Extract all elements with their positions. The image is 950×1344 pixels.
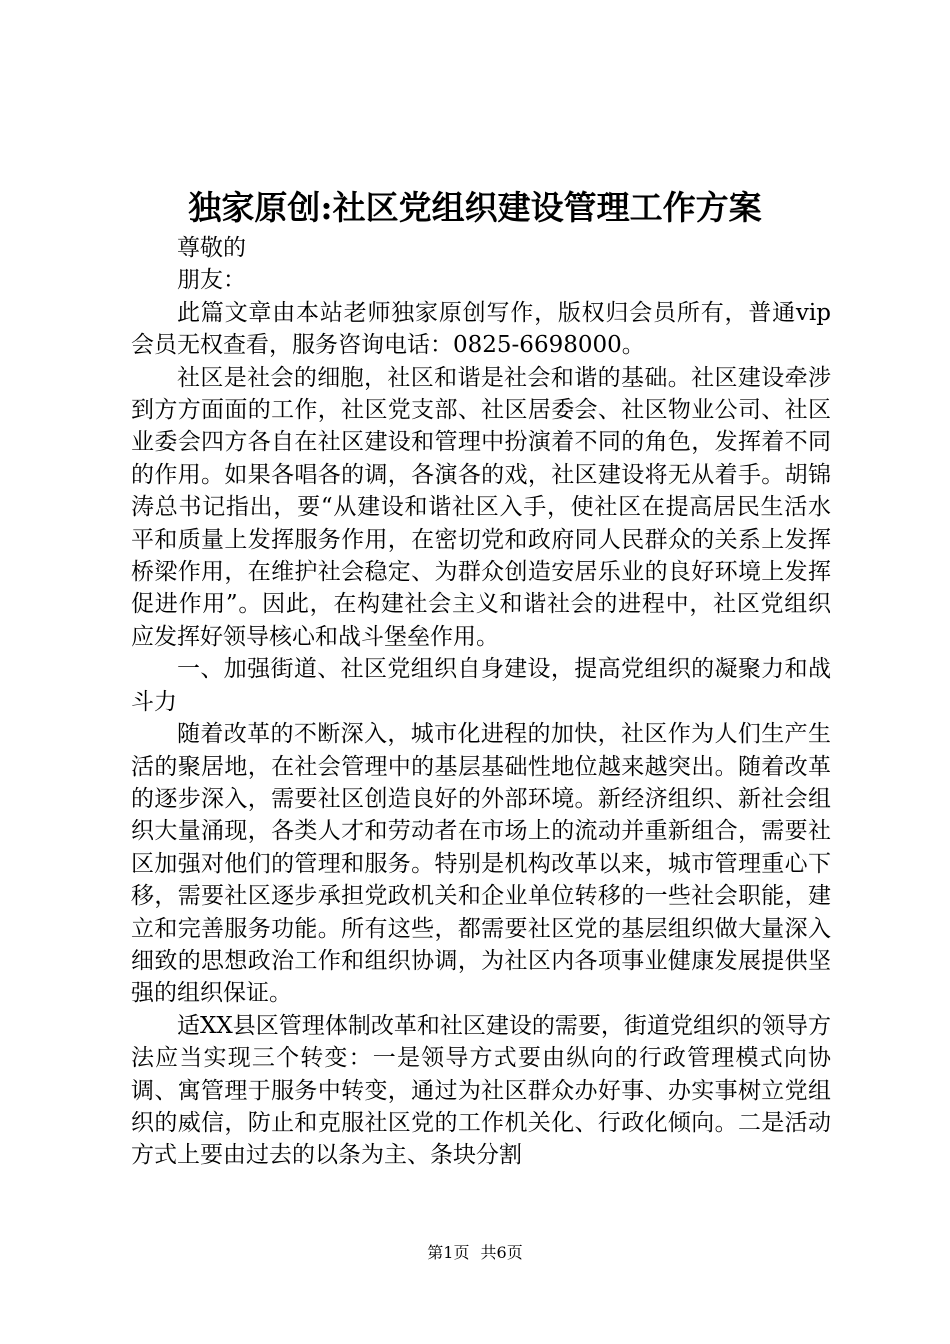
- document-body: [131, 232, 831, 1172]
- paragraph-section-1: 随着改革的不断深入，城市化进程的加快，社区作为人们生产生活的聚居地，在社会管理中的基层基础性地位越来越突出。随着改革的逐步深入，需要社区创造良好的外部环境。新经济组织、新社会组织大量涌现，各类人才和劳动者在市场上的流动并重新组合，需要社区加强对他们的管理和服务。特别是机构改革以来，城市管理重心下移，需要社区逐步承担党政机关和企业单位转移的一些社会职能，建立和完善服务功能。所有这些，都需要社区党的基层组织做大量深入细致的思想政治工作和组织协调，为社区内各项事业健康发展提供坚强的组织保证。: [131, 721, 831, 1007]
- paragraph-intro: 社区是社会的细胞，社区和谐是社会和谐的基础。社区建设牵涉到方方面面的工作，社区党支部、社区居委会、社区物业公司、社区业委会四方各自在社区建设和管理中扮演着不同的角色，发挥着不同的作用。如果各唱各的调，各演各的戏，社区建设将无从着手。胡锦涛总书记指出，要“从建设和谐社区入手，使社区在提高居民生活水平和质量上发挥服务作用，在密切党和政府同人民群众的关系上发挥桥梁作用，在维护社会稳定、为群众创造安居乐业的良好环境上发挥促进作用”。因此，在构建社会主义和谐社会的进程中，社区党组织应发挥好领导核心和战斗堡垒作用。: [131, 364, 831, 650]
- paragraph-three-changes: 适XX县区管理体制改革和社区建设的需要，街道党组织的领导方法应当实现三个转变：一是领导方式要由纵向的行政管理模式向协调、寓管理于服务中转变，通过为社区群众办好事、办实事树立党组织的威信，防止和克服社区党的工作机关化、行政化倾向。二是活动方式上要由过去的以条为主、条块分割: [131, 1012, 831, 1169]
- page-total: 共6页: [480, 1243, 523, 1262]
- section-heading-1: 一、加强街道、社区党组织自身建设，提高党组织的凝聚力和战斗力: [131, 656, 831, 715]
- copyright-notice: 此篇文章由本站老师独家原创写作，版权归会员所有，普通vip会员无权查看，服务咨询电话：0825-6698000。: [131, 299, 831, 359]
- page-number: 第1页: [427, 1243, 470, 1262]
- document-title: 独家原创:社区党组织建设管理工作方案: [188, 188, 762, 227]
- salutation-line-2: 朋友：: [177, 267, 246, 294]
- page-footer: [0, 1243, 950, 1263]
- salutation-line-1: 尊敬的: [177, 235, 246, 261]
